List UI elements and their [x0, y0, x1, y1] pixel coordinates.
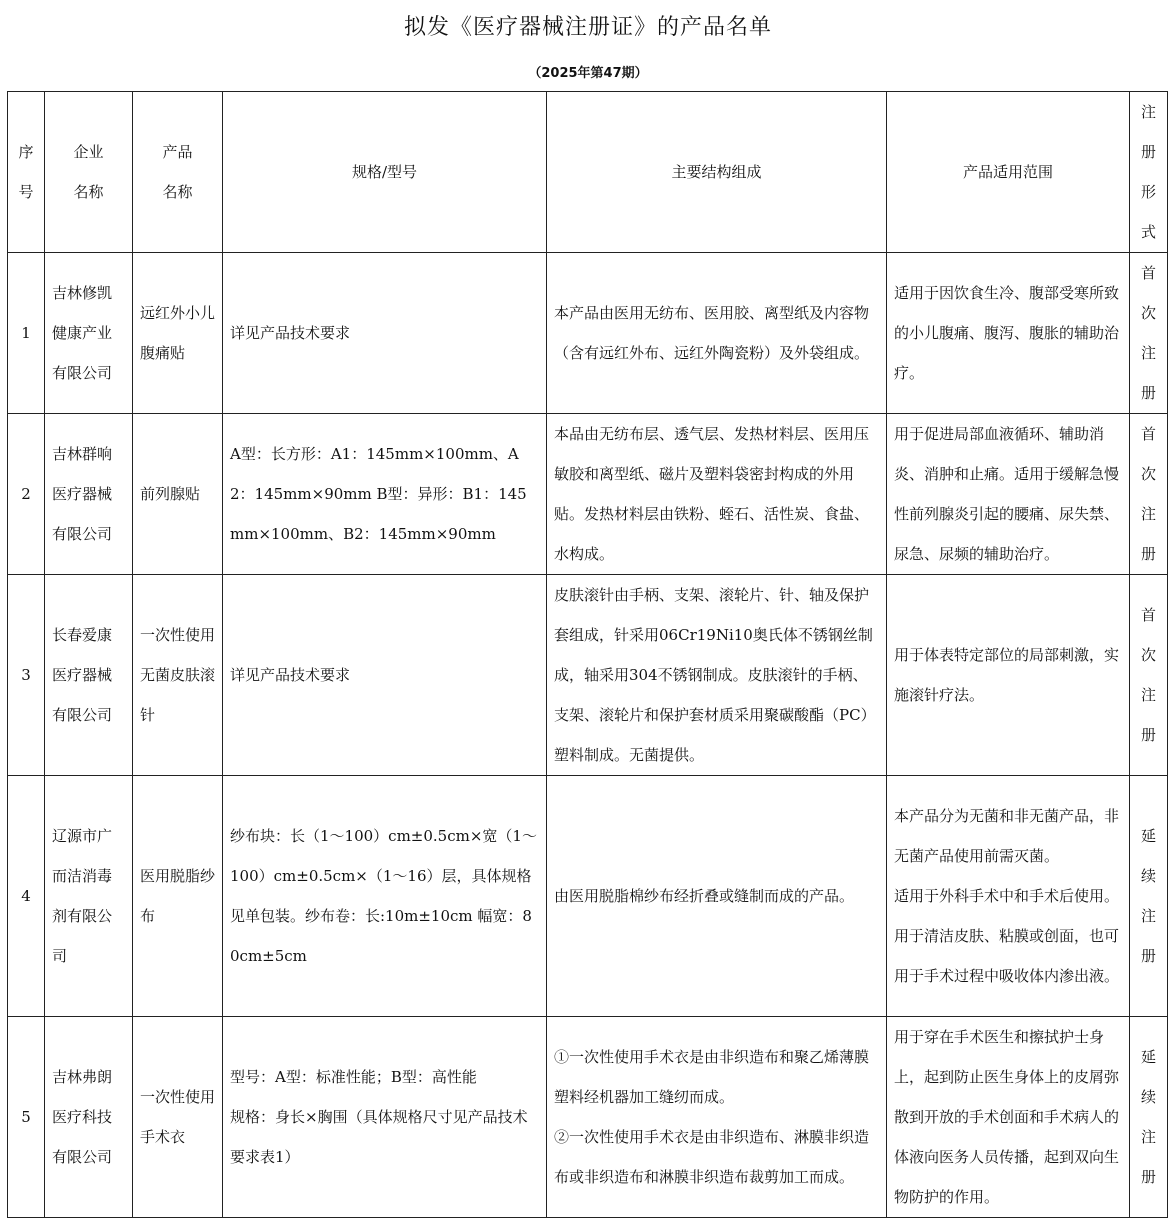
table-row	[8, 253, 1168, 414]
cell-form: 延续注册	[1130, 776, 1168, 1017]
cell-spec: 详见产品技术要求	[223, 575, 547, 776]
header-form: 注册形式	[1130, 92, 1168, 253]
cell-structure: 本品由无纺布层、透气层、发热材料层、医用压敏胶和离型纸、磁片及塑料袋密封构成的外用贴。发热材料层由铁粉、蛭石、活性炭、食盐、水构成。	[547, 414, 887, 575]
header-structure: 主要结构组成	[547, 92, 887, 253]
cell-seq: 5	[8, 1017, 45, 1218]
spec-model-line: 型号：A型：标准性能；B型：高性能	[230, 1068, 477, 1086]
header-seq: 序号	[8, 92, 45, 253]
cell-structure: 本产品由医用无纺布、医用胶、离型纸及内容物（含有远红外布、远红外陶瓷粉）及外袋组成。	[547, 253, 887, 414]
cell-spec: A型：长方形：A1：145mm×100mm、A2：145mm×90mm B型：异形：B1：145mm×100mm、B2：145mm×90mm	[223, 414, 547, 575]
cell-company: 吉林修凯健康产业有限公司	[45, 253, 133, 414]
page-title: 拟发《医疗器械注册证》的产品名单	[403, 15, 772, 40]
structure-item-2: ②一次性使用手术衣是由非织造布、淋膜非织造布或非织造布和淋膜非织造布裁剪加工而成。	[554, 1128, 870, 1186]
product-list-table	[7, 91, 1168, 1218]
header-spec: 规格/型号	[223, 92, 547, 253]
cell-company: 长春爱康医疗器械有限公司	[45, 575, 133, 776]
cell-spec	[223, 1017, 547, 1218]
table-row	[8, 776, 1168, 1017]
scope-paragraph-2: 适用于外科手术中和手术后使用。用于清洁皮肤、粘膜或创面，也可用于手术过程中吸收体内渗出液。	[894, 887, 1120, 985]
cell-seq: 4	[8, 776, 45, 1017]
cell-seq: 1	[8, 253, 45, 414]
cell-form: 首次注册	[1130, 575, 1168, 776]
cell-product: 医用脱脂纱布	[133, 776, 223, 1017]
cell-structure: 皮肤滚针由手柄、支架、滚轮片、针、轴及保护套组成，针采用06Cr19Ni10奥氏体不锈钢丝制成，轴采用304不锈钢制成。皮肤滚针的手柄、支架、滚轮片和保护套材质采用聚碳酸酯（PC）塑料制成。无菌提供。	[547, 575, 887, 776]
header-company: 企业名称	[45, 92, 133, 253]
cell-scope: 用于体表特定部位的局部刺激，实施滚针疗法。	[887, 575, 1130, 776]
cell-structure: 由医用脱脂棉纱布经折叠或缝制而成的产品。	[547, 776, 887, 1017]
cell-spec: 纱布块：长（1～100）cm±0.5cm×宽（1～100）cm±0.5cm×（1～16）层，具体规格见单包装。纱布卷：长:10m±10cm 幅宽：80cm±5cm	[223, 776, 547, 1017]
cell-seq: 3	[8, 575, 45, 776]
table-row	[8, 575, 1168, 776]
cell-form: 首次注册	[1130, 414, 1168, 575]
cell-scope: 用于穿在手术医生和擦拭护士身上，起到防止医生身体上的皮屑弥散到开放的手术创面和手术病人的体液向医务人员传播，起到双向生物防护的作用。	[887, 1017, 1130, 1218]
cell-form: 延续注册	[1130, 1017, 1168, 1218]
cell-company: 辽源市广而洁消毒剂有限公司	[45, 776, 133, 1017]
spec-size-line: 规格：身长×胸围（具体规格尺寸见产品技术要求表1）	[230, 1108, 528, 1166]
cell-form: 首次注册	[1130, 253, 1168, 414]
header-product: 产品名称	[133, 92, 223, 253]
cell-scope: 用于促进局部血液循环、辅助消炎、消肿和止痛。适用于缓解急慢性前列腺炎引起的腰痛、尿失禁、尿急、尿频的辅助治疗。	[887, 414, 1130, 575]
cell-spec: 详见产品技术要求	[223, 253, 547, 414]
cell-product: 一次性使用无菌皮肤滚针	[133, 575, 223, 776]
issue-number: （2025年第47期）	[528, 66, 648, 81]
table-header-row	[8, 92, 1168, 253]
cell-seq: 2	[8, 414, 45, 575]
cell-company: 吉林群响医疗器械有限公司	[45, 414, 133, 575]
cell-structure	[547, 1017, 887, 1218]
table-row	[8, 414, 1168, 575]
header-scope: 产品适用范围	[887, 92, 1130, 253]
cell-scope: 适用于因饮食生冷、腹部受寒所致的小儿腹痛、腹泻、腹胀的辅助治疗。	[887, 253, 1130, 414]
scope-paragraph-1: 本产品分为无菌和非无菌产品，非无菌产品使用前需灭菌。	[894, 807, 1120, 865]
table-row	[8, 1017, 1168, 1218]
cell-company: 吉林弗朗医疗科技有限公司	[45, 1017, 133, 1218]
structure-item-1: ①一次性使用手术衣是由非织造布和聚乙烯薄膜塑料经机器加工缝纫而成。	[554, 1048, 870, 1106]
cell-product: 远红外小儿腹痛贴	[133, 253, 223, 414]
cell-scope	[887, 776, 1130, 1017]
cell-product: 一次性使用手术衣	[133, 1017, 223, 1218]
cell-product: 前列腺贴	[133, 414, 223, 575]
